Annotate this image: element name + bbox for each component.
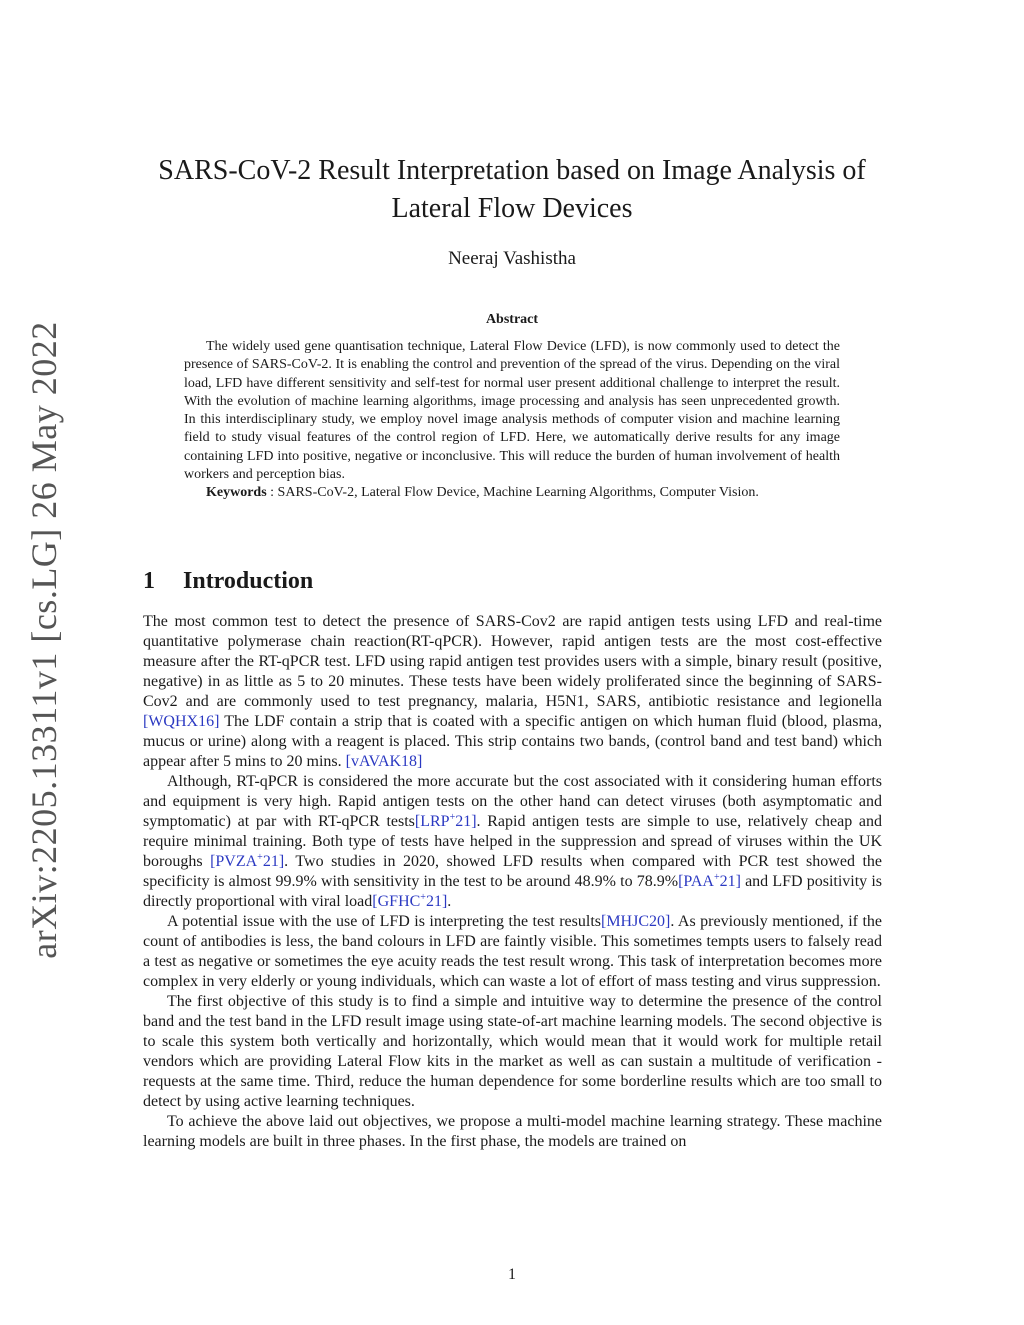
paragraph-2-text-c: . Two studies in 2020, showed LFD results when compared with PCR test showed the specificity is almost 99.9% with sensitivity in the test to be around 48.9% to 78.9% [143, 853, 882, 890]
citation-link[interactable]: [GFHC+21] [372, 892, 448, 910]
paragraph-2 [143, 772, 882, 912]
citation-link[interactable]: [PAA+21] [678, 872, 741, 890]
paragraph-3-text-a: A potential issue with the use of LFD is interpreting the test results [167, 913, 601, 930]
citation-link[interactable]: [LRP+21] [414, 812, 477, 830]
paragraph-2-text-d: and LFD positivity is directly proportional with viral load [143, 873, 882, 910]
citation-link[interactable]: [PVZA+21] [210, 852, 285, 870]
keywords-paragraph [184, 484, 840, 502]
arxiv-identifier: arXiv:2205.13311v1 [cs.LG] 26 May 2022 [24, 321, 64, 959]
title-line-2: Lateral Flow Devices [391, 193, 633, 224]
paragraph-4: The first objective of this study is to find a simple and intuitive way to determine the presence of the control band and the test band in the LFD result image using state-of-art machine learning models. The second objective is to scale this system both vertically and horizontally, which would mean that it would work for multiple retail vendors which are providing Lateral Flow kits in the market as well as can sustain a multitude of verification -requests at the same time. Third, reduce the human dependence for some borderline results which are too small to detect by using active learning techniques. [143, 993, 882, 1110]
paragraph-1-text-a: The most common test to detect the presence of SARS-Cov2 are rapid antigen tests using LFD and real-time quantitative polymerase chain reaction(RT-qPCR). However, rapid antigen tests are the most cost-effective measure after the RT-qPCR test. LFD using rapid antigen test provides users with a simple, binary result (positive, negative) in as little as 5 to 20 minutes. These tests have been widely proliferated since the beginning of SARS-Cov2 and are commonly used to test pregnancy, malaria, H5N1, SARS, antibiotic resistance and legionella [143, 613, 882, 710]
section-title-text: Introduction [183, 568, 314, 594]
paragraph-5: To achieve the above laid out objectives, we propose a multi-model machine learning strategy. These machine learning models are built in three phases. In the first phase, the models are trained on [143, 1113, 882, 1150]
paragraph-2-text-a: Although, RT-qPCR is considered the more accurate but the cost associated with it considering human efforts and equipment is very high. Rapid antigen tests on the other hand can detect viruses (both asymptomatic and symptomatic) at par with RT-qPCR tests [143, 773, 882, 830]
abstract-heading: Abstract [485, 312, 539, 327]
keywords-label: Keywords [206, 485, 267, 501]
abstract-text: The widely used gene quantisation technique, Lateral Flow Device (LFD), is now commonly used to detect the presence of SARS-CoV-2. It is enabling the control and prevention of the spread of the virus. Depending on the viral load, LFD have different sensitivity and self-test for normal user present additional challenge to interpret the result. With the evolution of machine learning algorithms, image processing and analysis has seen unprecedented growth. In this interdisciplinary study, we employ novel image analysis methods of computer vision and machine learning field to study visual features of the control region of LFD. Here, we automatically derive results for any image containing LFD into positive, negative or inconclusive. This will reduce the burden of human involvement of health workers and perception bias. [184, 339, 840, 483]
citation-link[interactable]: [WQHX16] [143, 713, 220, 730]
paper-title [140, 152, 884, 228]
paragraph-3-text-b: . As previously mentioned, if the count of antibodies is less, the band colours in LFD are faintly visible. This sometimes tempts users to falsely read a test as negative or sometimes the eye acuity reads the test result wrong. This task of interpretation becomes more complex in very elderly or young individuals, which can waste a lot of effort of mass testing and virus suppression. [143, 913, 882, 990]
section-heading [143, 568, 313, 595]
paragraph-2-text-e: . [447, 893, 452, 910]
introduction-body [143, 612, 882, 1152]
section-number: 1 [143, 568, 155, 594]
paragraph-2-text-b: . Rapid antigen tests are simple to use, relatively cheap and require minimal training. Both type of tests have helped in the suppression and spread of viruses within the UK boroughs [143, 813, 883, 870]
paragraph-1 [143, 612, 882, 772]
page-number: 1 [508, 1266, 516, 1283]
paragraph-1-text-b: The LDF contain a strip that is coated with a specific antigen on which human fluid (blood, plasma, mucus or urine) along with a reagent is placed. This strip contains two bands, (control band and test band) which appear after 5 mins to 20 mins. [143, 713, 882, 770]
paragraph-3 [143, 912, 882, 992]
keywords-text: : SARS-CoV-2, Lateral Flow Device, Machine Learning Algorithms, Computer Vision. [266, 485, 759, 501]
abstract-body [184, 338, 840, 503]
citation-link[interactable]: [vAVAK18] [345, 753, 423, 770]
title-line-1: SARS-CoV-2 Result Interpretation based on Image Analysis of [158, 155, 866, 186]
author-name: Neeraj Vashistha [448, 248, 576, 269]
citation-link[interactable]: [MHJC20] [601, 913, 671, 930]
